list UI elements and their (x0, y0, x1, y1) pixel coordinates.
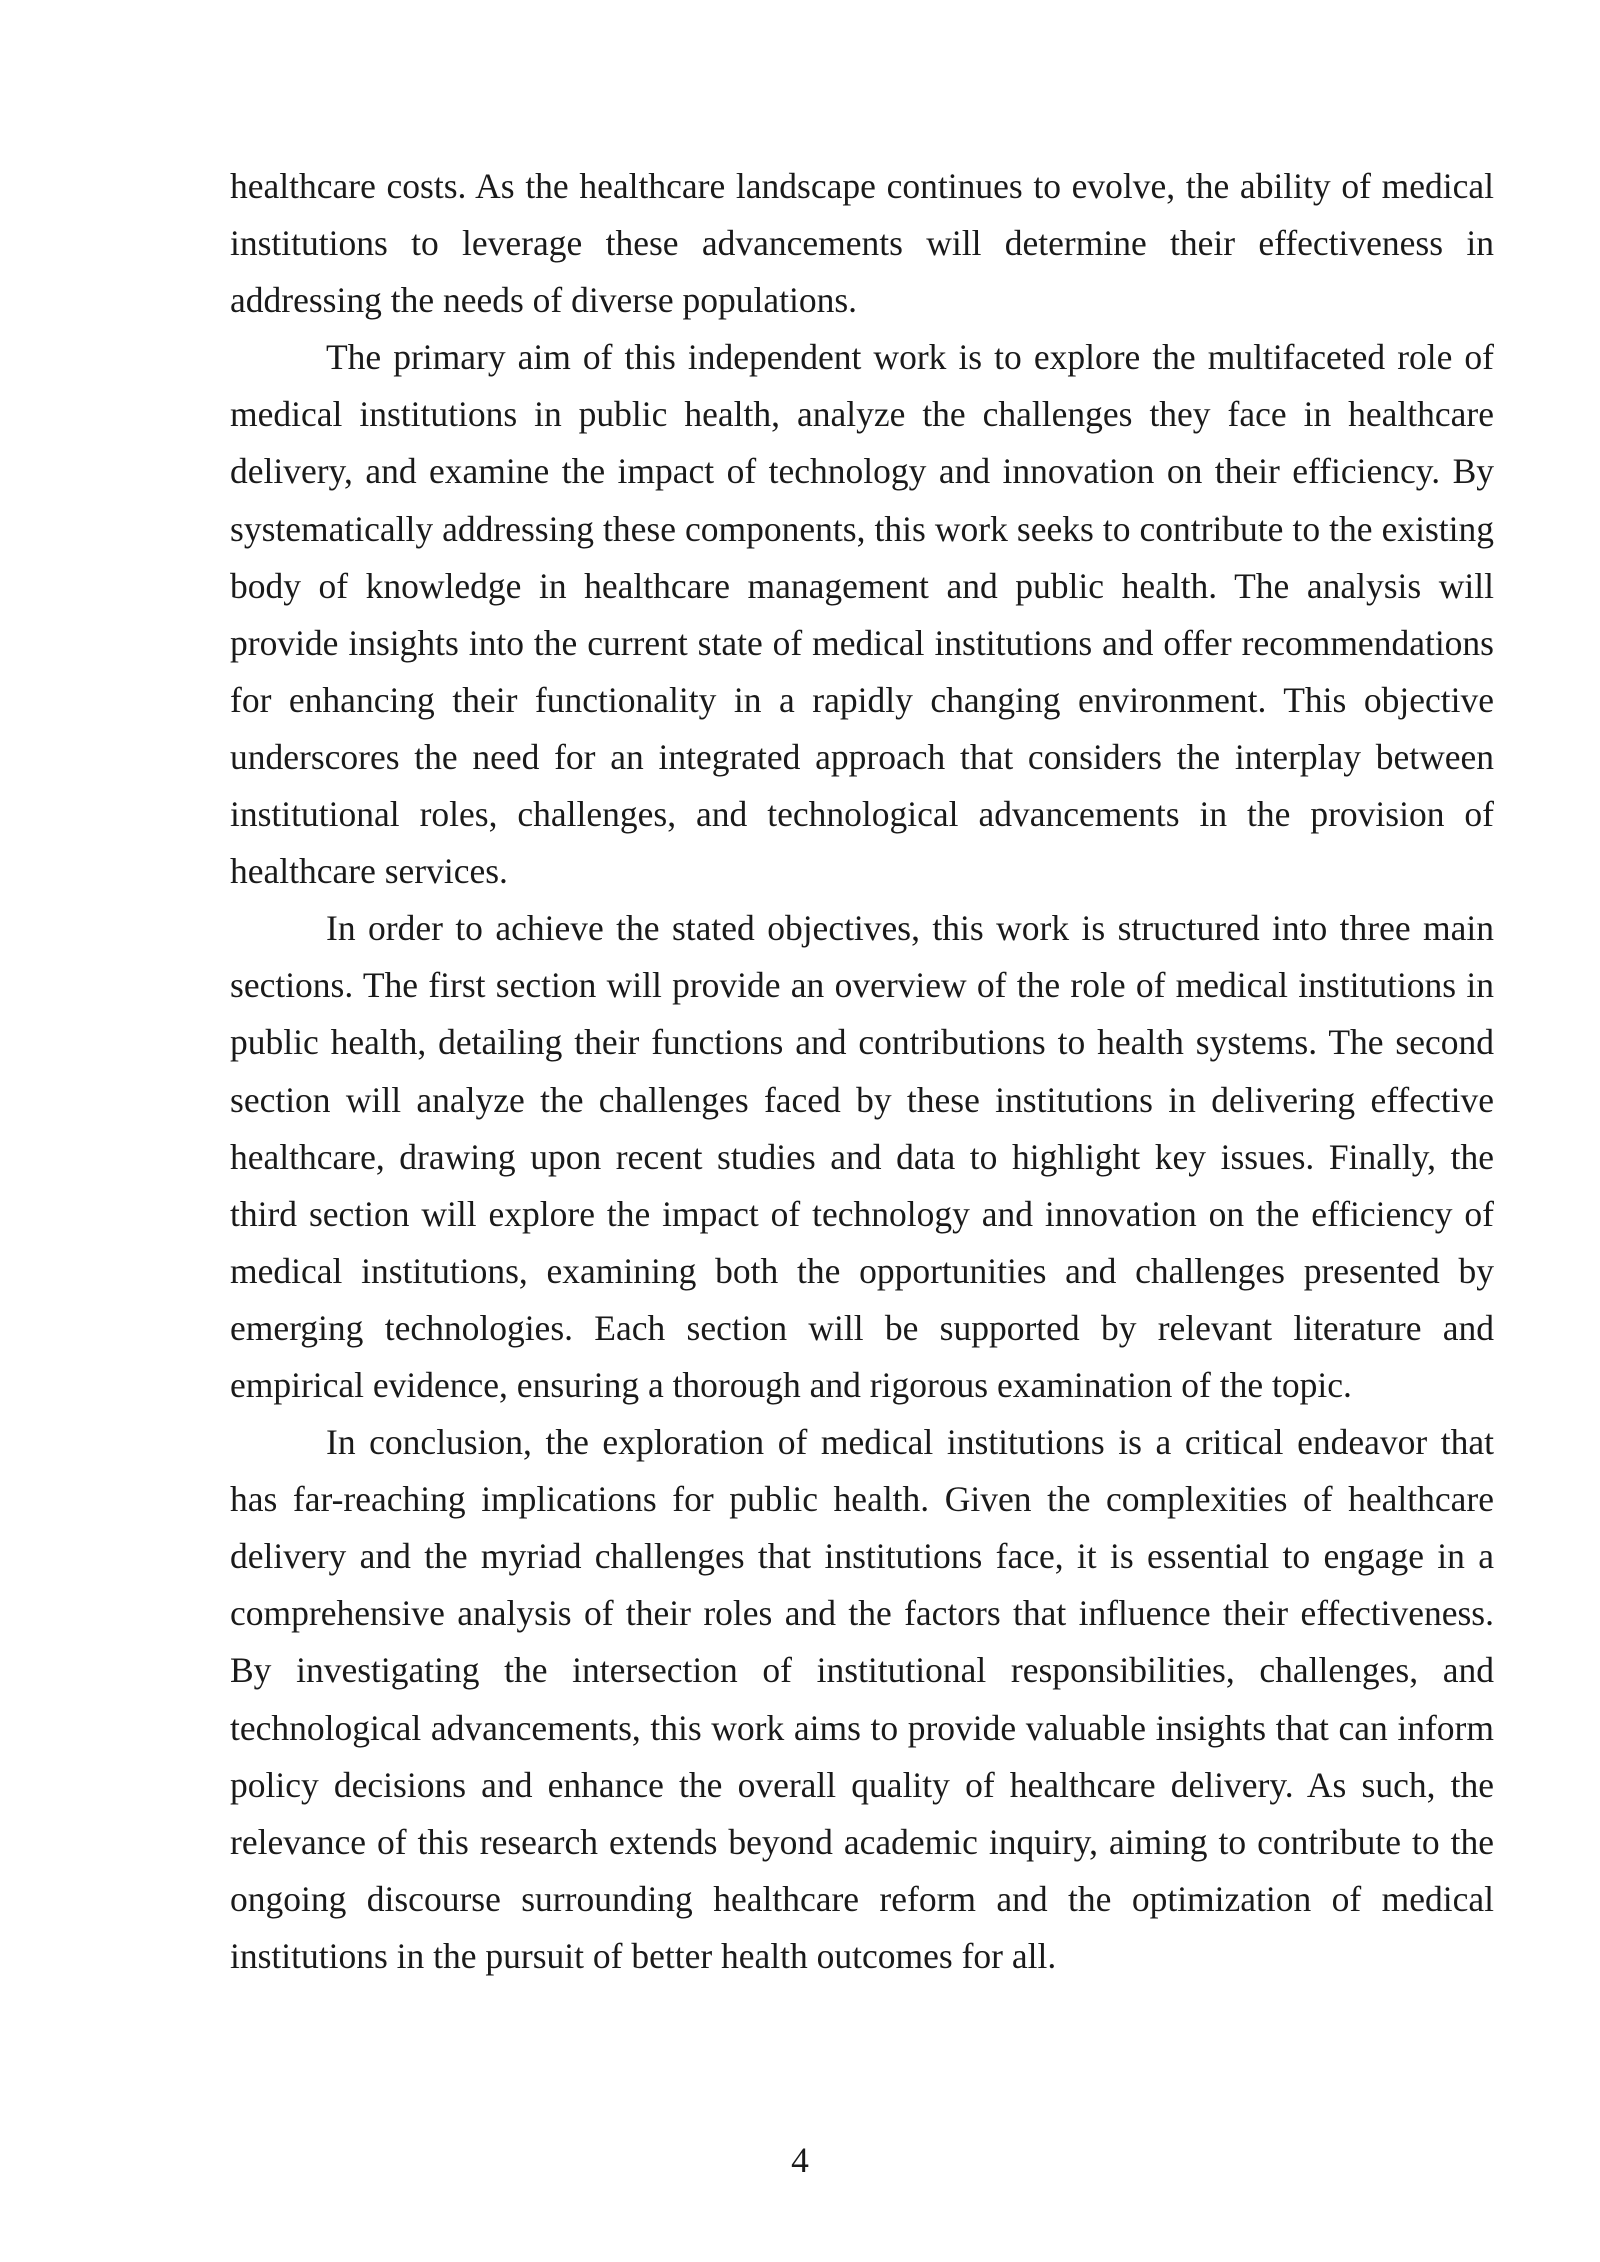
paragraph-continued: healthcare costs. As the healthcare landscape continues to evolve, the ability of medical institutions to leverage these advancements will determine their effectiveness in addressing the needs of diverse populations. (230, 166, 1494, 321)
paragraph-aim: The primary aim of this independent work is to explore the multifaceted role of medical institutions in public health, analyze the challenges they face in healthcare delivery, and examine the impact of technology and innovation on their efficiency. By systematically addressing these components, this work seeks to contribute to the existing body of knowledge in healthcare management and public health. The analysis will provide insights into the current state of medical institutions and offer recommendations for enhancing their functionality in a rapidly changing environment. This objective underscores the need for an integrated approach that considers the interplay between institutional roles, challenges, and technological advancements in the provision of healthcare services. (230, 337, 1494, 892)
body-text (230, 158, 1494, 1985)
paragraph-conclusion: In conclusion, the exploration of medical institutions is a critical endeavor that has far-reaching implications for public health. Given the complexities of healthcare delivery and the myriad challenges that institutions face, it is essential to engage in a comprehensive analysis of their roles and the factors that influence their effectiveness. By investigating the intersection of institutional responsibilities, challenges, and technological advancements, this work aims to provide valuable insights that can inform policy decisions and enhance the overall quality of healthcare delivery. As such, the relevance of this research extends beyond academic inquiry, aiming to contribute to the ongoing discourse surrounding healthcare reform and the optimization of medical institutions in the pursuit of better health outcomes for all. (230, 1422, 1494, 1976)
paragraph-structure: In order to achieve the stated objectives, this work is structured into three main sections. The first section will provide an overview of the role of medical institutions in public health, detailing their functions and contributions to health systems. The second section will analyze the challenges faced by these institutions in delivering effective healthcare, drawing upon recent studies and data to highlight key issues. Finally, the third section will explore the impact of technology and innovation on the efficiency of medical institutions, examining both the opportunities and challenges presented by emerging technologies. Each section will be supported by relevant literature and empirical evidence, ensuring a thorough and rigorous examination of the topic. (230, 908, 1494, 1405)
page-number: 4 (791, 2140, 809, 2180)
